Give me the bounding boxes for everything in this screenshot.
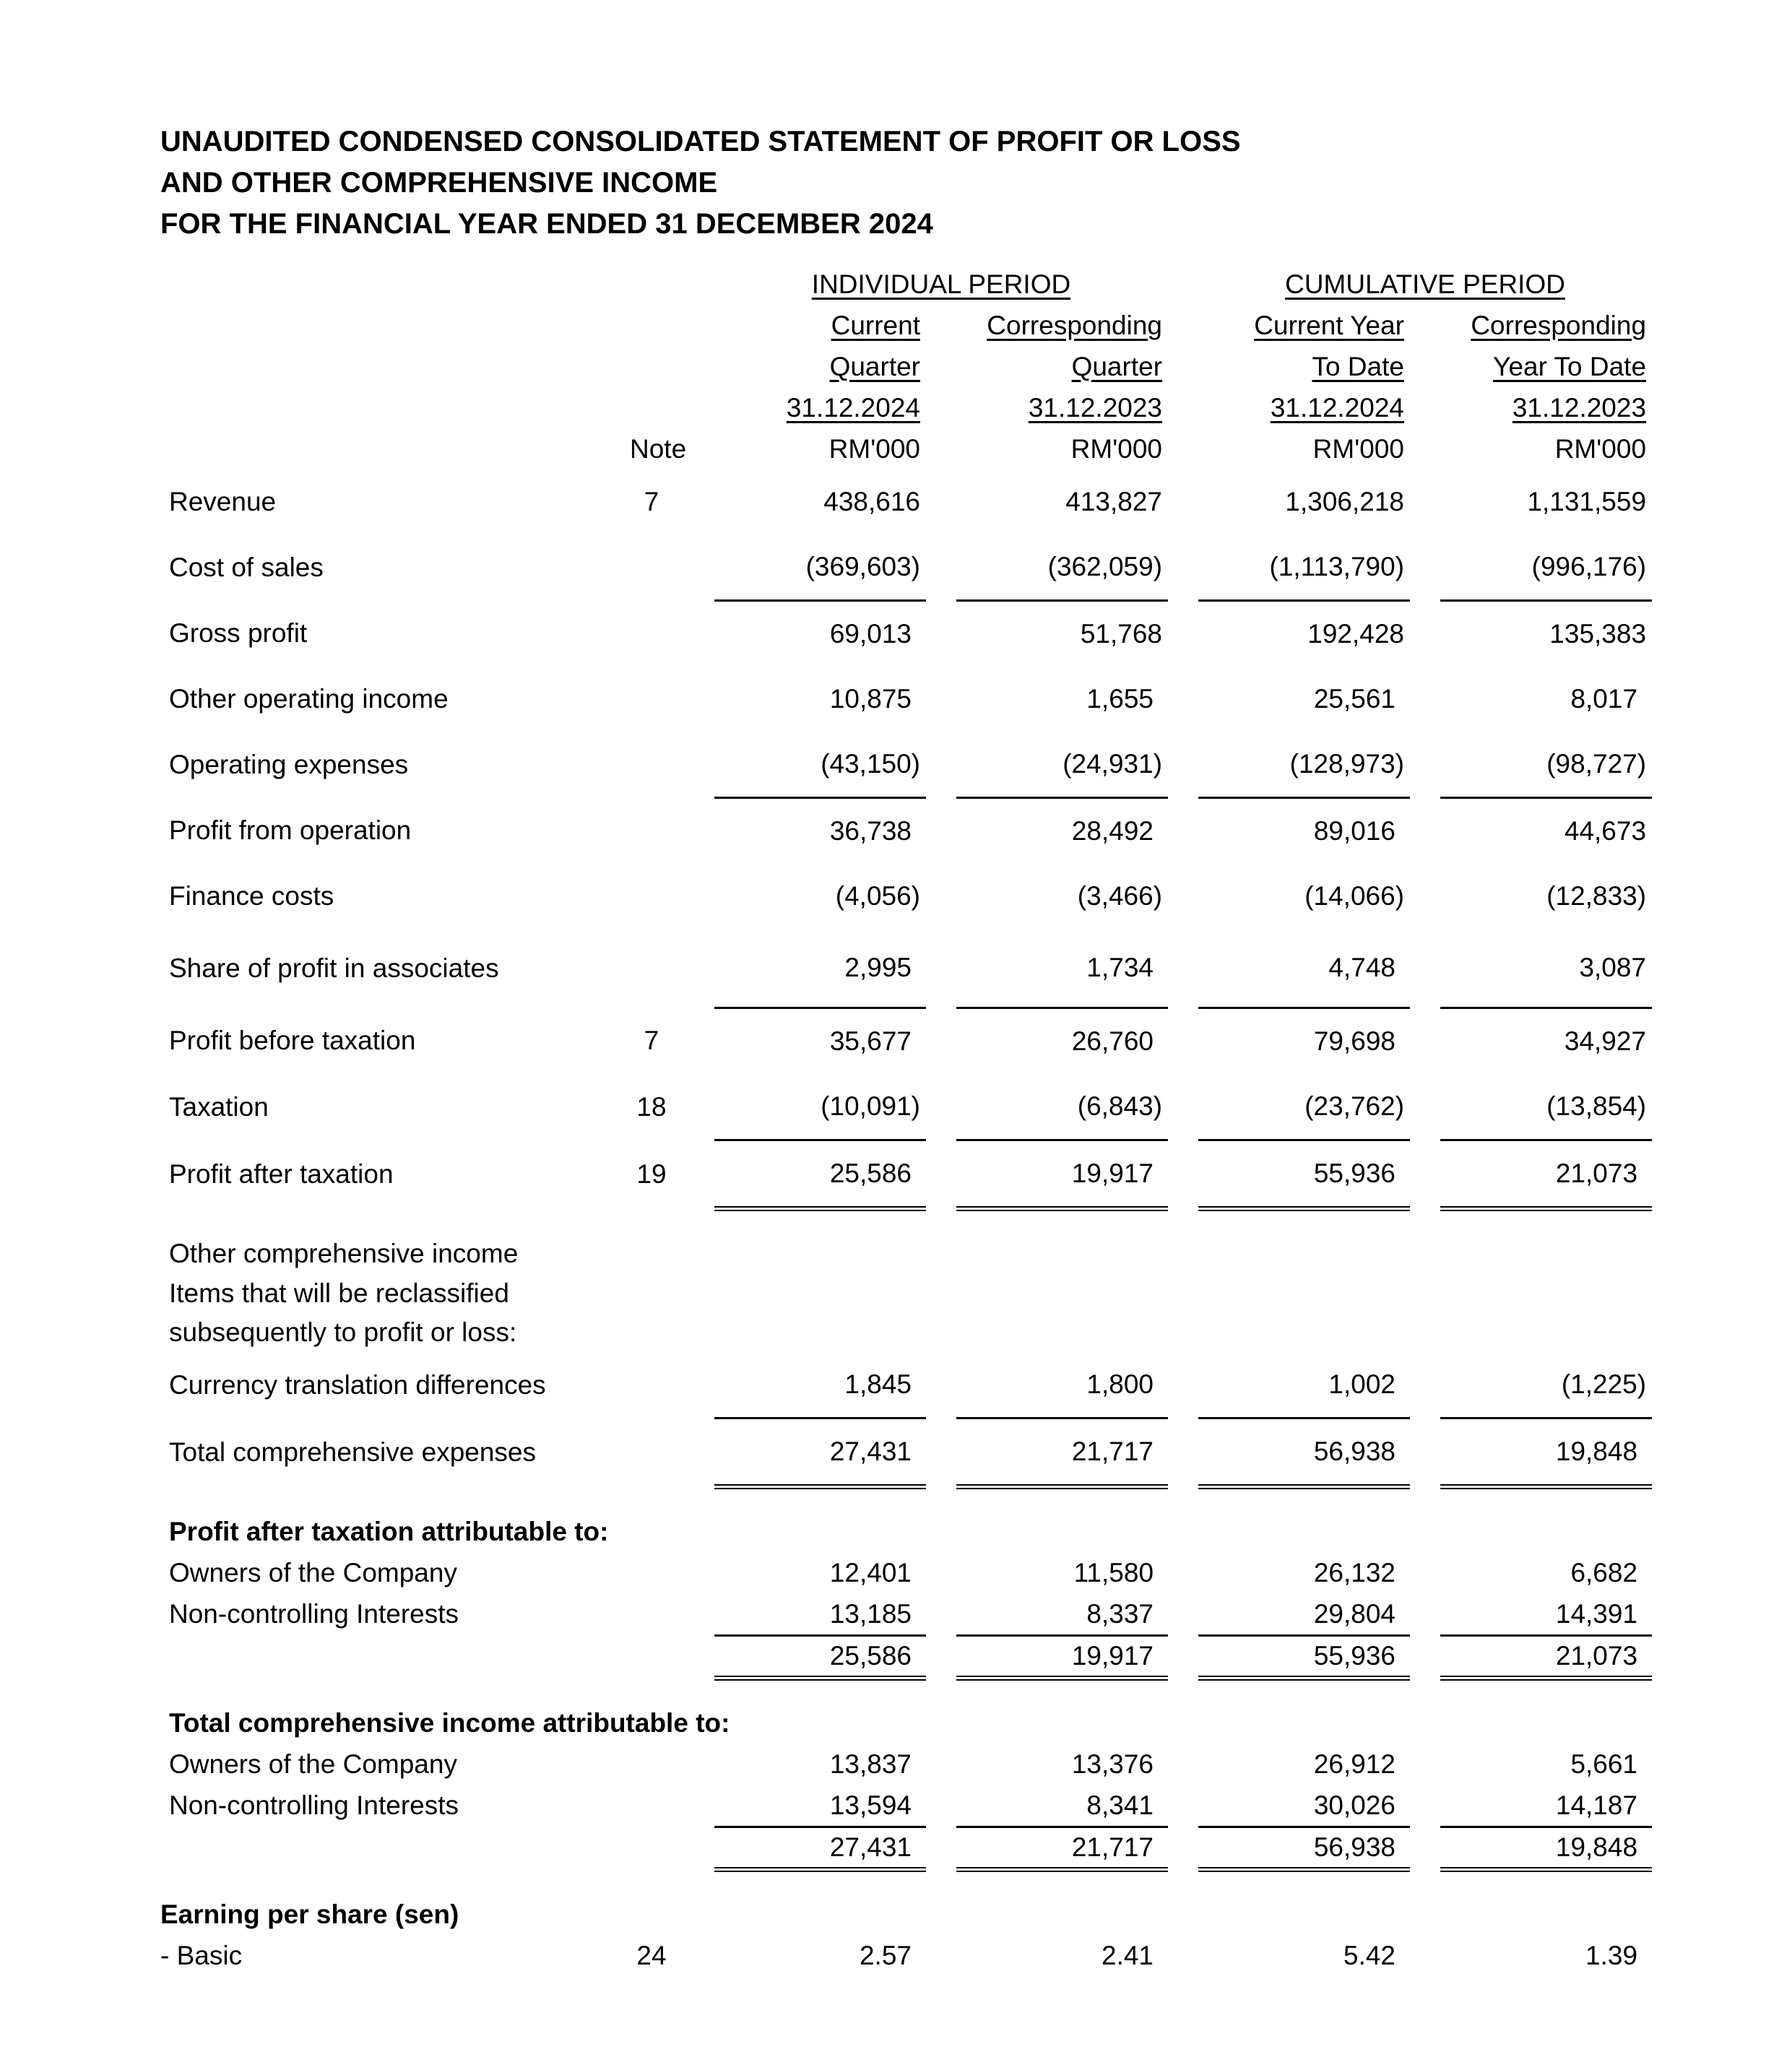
row-finance-costs: Finance costs (4,056) (3,466) (14,066) (12,833)	[169, 881, 1647, 911]
statement-title	[160, 121, 1241, 245]
column-header-line2	[160, 346, 1652, 387]
col4-header-line2: Year To Date	[1493, 351, 1647, 381]
col2-header-line2: Quarter	[1071, 351, 1163, 381]
col4-date: 31.12.2023	[1512, 392, 1647, 423]
row-tci-attributable-heading: Total comprehensive income attributable to:	[169, 1707, 730, 1738]
col3-header-line1: Current Year	[1254, 310, 1405, 340]
row-tci-total: 27,431 21,717 56,938 19,848	[160, 1827, 1652, 1870]
row-gross-profit: Gross profit 69,013 51,768 192,428 135,383	[160, 601, 1652, 667]
row-pat-nci: Non-controlling Interests 13,185 8,337 29,804 14,391	[160, 1593, 1652, 1636]
col1-header-line2: Quarter	[829, 351, 920, 381]
row-tci-owners: Owners of the Company 13,837 13,376 26,912 5,661	[169, 1749, 1638, 1779]
row-profit-from-operation: Profit from operation 36,738 28,492 89,016 44,673	[160, 798, 1652, 865]
col3-date: 31.12.2024	[1270, 392, 1405, 423]
individual-period-header: INDIVIDUAL PERIOD	[811, 269, 1071, 299]
column-header-line1	[160, 305, 1652, 346]
cumulative-period-header: CUMULATIVE PERIOD	[1285, 269, 1565, 299]
col1-date: 31.12.2024	[786, 392, 920, 423]
row-profit-before-taxation: Profit before taxation 7 35,677 26,760 79,698 34,927	[160, 1008, 1652, 1075]
col4-unit: RM'000	[1554, 433, 1647, 464]
col1-header-line1: Current	[831, 310, 920, 340]
row-pat-total: 25,586 19,917 55,936 21,073	[160, 1636, 1652, 1678]
col3-header-line2: To Date	[1312, 351, 1405, 381]
note-header: Note	[630, 433, 687, 464]
column-header-date	[160, 387, 1652, 428]
row-share-of-profit: Share of profit in associates 2,995 1,734 4,748 3,087	[169, 953, 1647, 983]
col1-unit: RM'000	[828, 433, 920, 464]
column-header-unit	[160, 428, 1652, 469]
row-profit-after-taxation: Profit after taxation 19 25,586 19,917 55,936 21,073	[160, 1140, 1652, 1209]
col4-header-line1: Corresponding	[1471, 310, 1647, 340]
col2-date: 31.12.2023	[1028, 392, 1163, 423]
row-taxation: Taxation 18 (10,091) (6,843) (23,762) (13,854)	[169, 1091, 1647, 1122]
title-line-2: AND OTHER COMPREHENSIVE INCOME	[160, 167, 718, 199]
row-eps-heading: Earning per share (sen)	[160, 1899, 459, 1929]
title-line-3: FOR THE FINANCIAL YEAR ENDED 31 DECEMBER 2024	[160, 208, 933, 240]
row-pat-attributable-heading: Profit after taxation attributable to:	[169, 1516, 609, 1546]
col2-unit: RM'000	[1070, 433, 1163, 464]
row-oci-heading-2: Items that will be reclassified	[169, 1278, 509, 1308]
row-pat-owners: Owners of the Company 12,401 11,580 26,132 6,682	[169, 1557, 1638, 1587]
row-tci-nci: Non-controlling Interests 13,594 8,341 30,026 14,187	[160, 1785, 1652, 1827]
period-header-row	[160, 264, 1652, 305]
col3-unit: RM'000	[1312, 433, 1405, 464]
row-currency-translation: Currency translation differences 1,845 1,800 1,002 (1,225)	[169, 1369, 1647, 1400]
row-total-comprehensive: Total comprehensive expenses 27,431 21,717 56,938 19,848	[160, 1418, 1652, 1487]
income-statement-table	[160, 264, 1652, 1976]
row-revenue: Revenue 7 438,616 413,827 1,306,218 1,131,559	[169, 487, 1647, 516]
row-oci-heading-1: Other comprehensive income	[169, 1238, 519, 1268]
row-other-operating-income: Other operating income 10,875 1,655 25,561 8,017	[169, 684, 1638, 714]
row-oci-heading-3: subsequently to profit or loss:	[169, 1317, 517, 1347]
row-operating-expenses: Operating expenses (43,150) (24,931) (128,973) (98,727)	[169, 749, 1647, 779]
row-eps-basic: - Basic 24 2.57 2.41 5.42 1.39	[160, 1940, 1638, 1970]
row-cost-of-sales: Cost of sales (369,603) (362,059) (1,113,790) (996,176)	[169, 552, 1647, 582]
title-line-1: UNAUDITED CONDENSED CONSOLIDATED STATEMENT OF PROFIT OR LOSS	[160, 126, 1241, 157]
col2-header-line1: Corresponding	[987, 310, 1163, 340]
